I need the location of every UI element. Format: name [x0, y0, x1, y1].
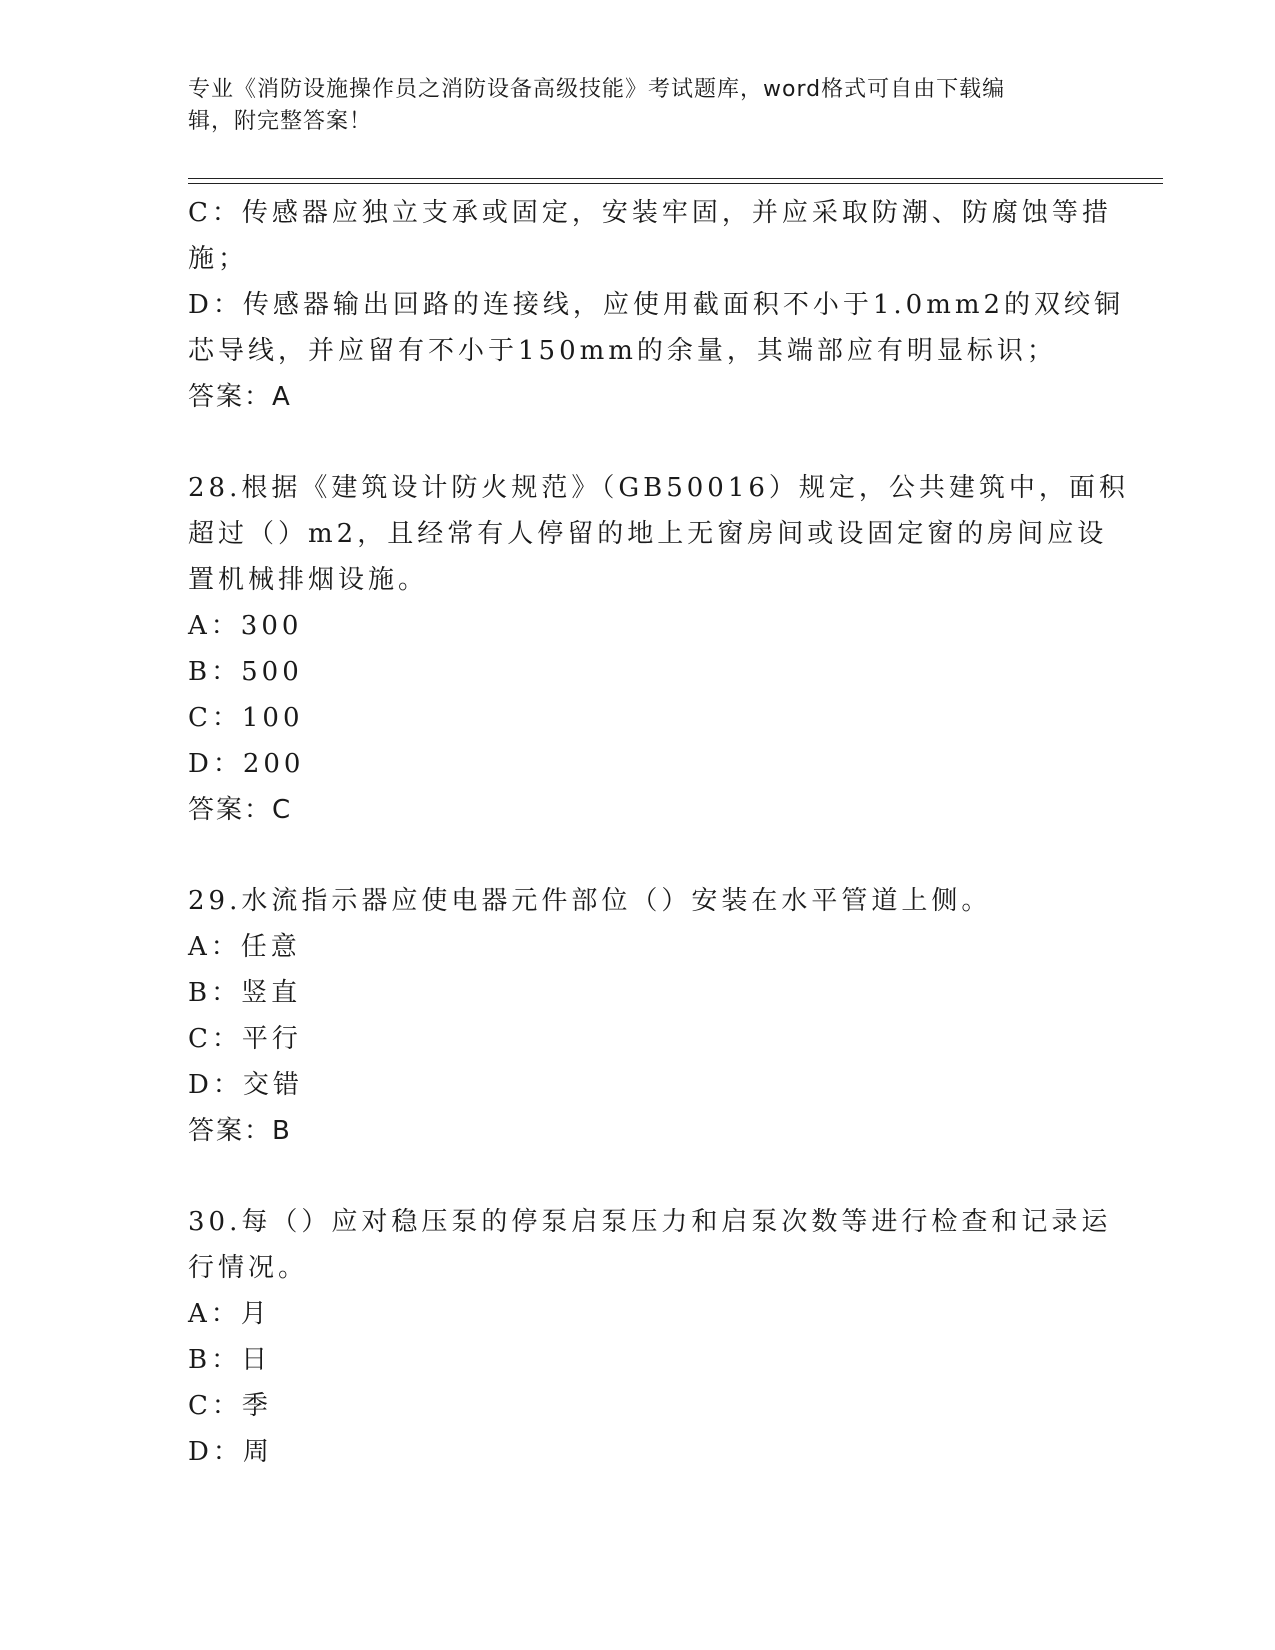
option-b: B：日	[188, 1345, 272, 1375]
option-d: D：交错	[188, 1070, 303, 1100]
header-rule-bottom	[188, 183, 1163, 184]
answer-line: 答案：A	[188, 382, 292, 412]
option-c: C：平行	[188, 1024, 302, 1054]
option-c: C：季	[188, 1391, 272, 1421]
option-b: B：500	[188, 657, 303, 687]
question-stem-line: 行情况。	[188, 1253, 309, 1283]
header-line-2: 辑，附完整答案！	[188, 109, 373, 134]
option-d-line-1: D：传感器输出回路的连接线，应使用截面积不小于1.0mm2的双绞铜	[188, 290, 1125, 320]
prev-question	[188, 190, 1125, 420]
document-body	[188, 190, 1129, 1475]
document-header	[188, 74, 1088, 138]
question-spacer	[188, 420, 1088, 465]
question-spacer	[188, 833, 1088, 878]
option-d-line-2: 芯导线，并应留有不小于150mm的余量，其端部应有明显标识；	[188, 336, 1057, 366]
question-29	[188, 878, 1088, 1154]
option-b: B：竖直	[188, 978, 302, 1008]
question-stem-line: 置机械排烟设施。	[188, 565, 429, 595]
option-c: C：100	[188, 703, 304, 733]
answer-line: 答案：C	[188, 795, 293, 825]
header-rule-top	[188, 178, 1163, 179]
question-stem-line: 29.水流指示器应使电器元件部位（）安装在水平管道上侧。	[188, 886, 992, 916]
question-stem-line: 28.根据《建筑设计防火规范》（GB50016）规定，公共建筑中，面积	[188, 473, 1129, 503]
option-c-line-2: 施；	[188, 244, 249, 274]
option-a: A：300	[188, 611, 303, 641]
question-spacer	[188, 1154, 1088, 1199]
header-line-1: 专业《消防设施操作员之消防设备高级技能》考试题库，word格式可自由下载编	[188, 77, 1006, 102]
option-d: D：200	[188, 749, 305, 779]
option-c-line-1: C：传感器应独立支承或固定，安装牢固，并应采取防潮、防腐蚀等措	[188, 198, 1112, 228]
option-d: D：周	[188, 1437, 273, 1467]
answer-line: 答案：B	[188, 1116, 292, 1146]
question-28	[188, 465, 1129, 833]
question-30	[188, 1199, 1112, 1475]
question-stem-line: 超过（）m2，且经常有人停留的地上无窗房间或设固定窗的房间应设	[188, 519, 1108, 549]
option-a: A：任意	[188, 932, 301, 962]
option-a: A：月	[188, 1299, 271, 1329]
question-stem-line: 30.每（）应对稳压泵的停泵启泵压力和启泵次数等进行检查和记录运	[188, 1207, 1112, 1237]
